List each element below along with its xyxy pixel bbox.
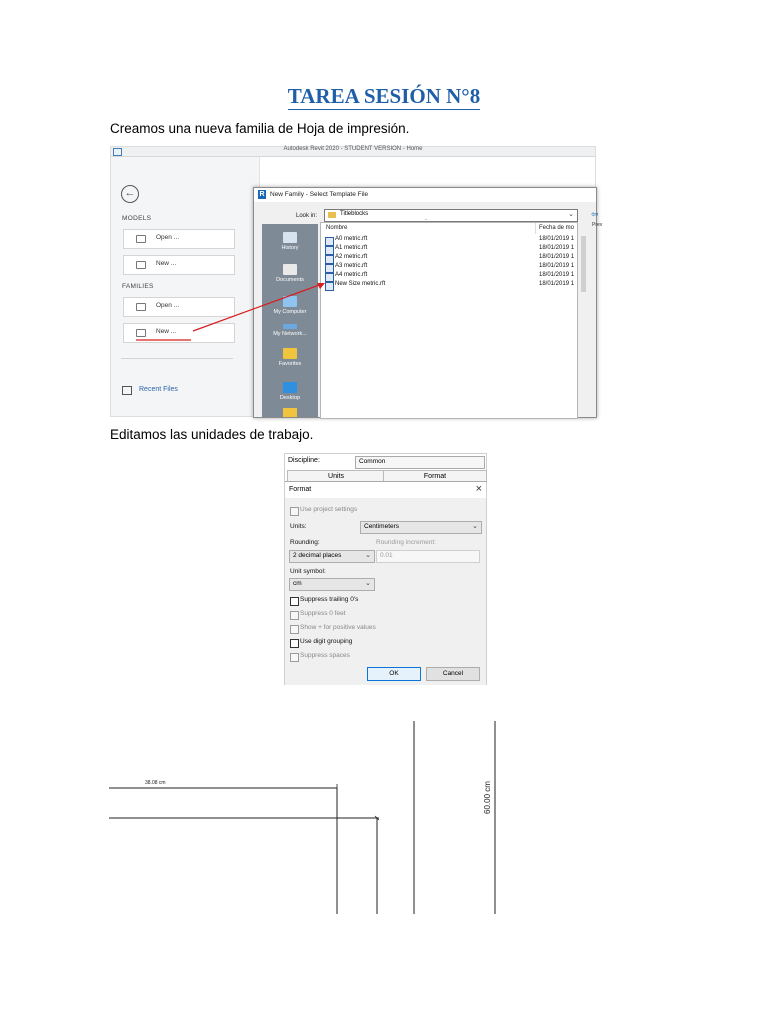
discipline-label: Discipline:	[288, 457, 320, 464]
suppress-spaces-label: Suppress spaces	[300, 652, 350, 659]
revit-home-screenshot	[110, 146, 603, 417]
tab-units[interactable]: Units	[287, 470, 385, 483]
preview-label: Prev	[592, 222, 603, 228]
suppress-trailing-label: Suppress trailing 0's	[300, 596, 359, 603]
look-in-select[interactable]: Titleblocks ⌄	[324, 209, 578, 222]
chevron-down-icon: ⌄	[365, 580, 371, 587]
ok-button[interactable]: OK	[367, 667, 421, 681]
look-in-label: Look in:	[296, 213, 318, 219]
families-new-button[interactable]: New ...	[123, 323, 235, 343]
revit-logo-icon: R	[259, 191, 265, 198]
vertical-dimension-label: 60.00 cm	[483, 781, 492, 814]
suppress-spaces-checkbox[interactable]	[290, 653, 299, 662]
page-title: TAREA SESIÓN N°8	[287, 84, 481, 108]
column-date[interactable]: Fecha de mo	[539, 225, 575, 231]
format-title: Format	[289, 486, 312, 493]
models-section-label: MODELS	[122, 215, 152, 222]
annotation-arrow	[193, 284, 322, 331]
file-row[interactable]: New Size metric.rft 18/01/2019 1	[325, 281, 575, 290]
unit-symbol-label: Unit symbol:	[290, 568, 326, 575]
sort-caret-icon: ˆ	[425, 220, 427, 226]
use-project-settings-label: Use project settings	[300, 506, 358, 513]
annotation-overlay	[111, 147, 595, 416]
place-my-computer[interactable]: My Computer	[262, 296, 318, 315]
units-select[interactable]: Centimeters ⌄	[360, 521, 482, 534]
cancel-button[interactable]: Cancel	[426, 667, 480, 681]
step2-text: Editamos las unidades de trabajo.	[110, 427, 314, 442]
rounding-label: Rounding:	[290, 539, 320, 546]
chevron-down-icon: ⌄	[472, 523, 478, 530]
digit-grouping-label: Use digit grouping	[300, 638, 353, 645]
chevron-down-icon: ⌄	[568, 211, 574, 218]
suppress-trailing-checkbox[interactable]	[290, 597, 299, 606]
rounding-select[interactable]: 2 decimal places ⌄	[289, 550, 375, 563]
file-row[interactable]: A0 metric.rft 18/01/2019 1	[325, 236, 575, 245]
dialog-title: New Family - Select Template File	[270, 191, 369, 198]
models-new-button[interactable]: New ...	[123, 255, 235, 275]
recent-files-link[interactable]: Recent Files	[139, 386, 178, 393]
revit-app-title: Autodesk Revit 2020 - STUDENT VERSION - Home	[283, 146, 423, 152]
file-row[interactable]: A1 metric.rft 18/01/2019 1	[325, 245, 575, 254]
place-desktop[interactable]: Desktop	[262, 382, 318, 401]
units-format-screenshot	[284, 453, 487, 685]
tab-format[interactable]: Format	[383, 470, 487, 483]
suppress-0-feet-checkbox[interactable]	[290, 611, 299, 620]
units-label: Units:	[290, 523, 307, 530]
back-folder-icon[interactable]: ⇦	[591, 209, 599, 219]
rounding-increment-label: Rounding increment:	[376, 539, 436, 546]
format-dialog	[285, 481, 486, 685]
unit-symbol-select[interactable]: cm ⌄	[289, 578, 375, 591]
digit-grouping-checkbox[interactable]	[290, 639, 299, 648]
discipline-select[interactable]: Common	[355, 456, 485, 469]
close-icon[interactable]: ×	[475, 483, 482, 495]
use-project-settings-checkbox[interactable]	[290, 507, 299, 516]
back-arrow-icon[interactable]: ←	[121, 185, 139, 203]
families-open-button[interactable]: Open ...	[123, 297, 235, 317]
step1-text: Creamos una nueva familia de Hoja de impresión.	[110, 121, 410, 136]
families-section-label: FAMILIES	[122, 283, 154, 290]
file-row[interactable]: A3 metric.rft 18/01/2019 1	[325, 263, 575, 272]
place-network[interactable]: My Network...	[262, 324, 318, 337]
file-row[interactable]: A2 metric.rft 18/01/2019 1	[325, 254, 575, 263]
place-history[interactable]: History	[262, 232, 318, 251]
suppress-0-feet-label: Suppress 0 feet	[300, 610, 346, 617]
titleblock-drawing	[109, 718, 529, 918]
file-row[interactable]: A4 metric.rft 18/01/2019 1	[325, 272, 575, 281]
column-name[interactable]: Nombre	[326, 225, 348, 231]
show-plus-checkbox[interactable]	[290, 625, 299, 634]
horizontal-dimension-label: 38.08 cm	[145, 780, 166, 786]
rounding-increment-field[interactable]: 0.01	[376, 550, 480, 563]
format-titlebar	[285, 482, 486, 498]
place-favorites[interactable]: Favorites	[262, 348, 318, 367]
place-documents[interactable]: Documents	[262, 264, 318, 283]
models-open-button[interactable]: Open ...	[123, 229, 235, 249]
chevron-down-icon: ⌄	[365, 552, 371, 559]
show-plus-label: Show + for positive values	[300, 624, 376, 631]
discipline-row	[285, 454, 486, 470]
